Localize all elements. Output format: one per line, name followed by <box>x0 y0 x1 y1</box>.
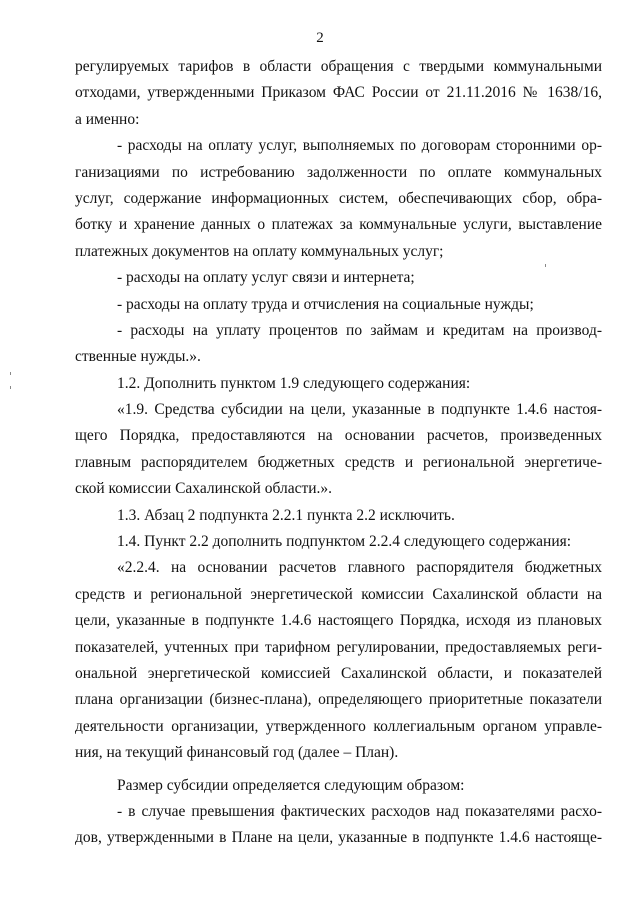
text-line: - расходы на оплату труда и отчисления на социальные нужды; <box>117 295 534 313</box>
text-line: средств и региональной энергетической комиссии Сахалинской области на <box>75 585 602 603</box>
text-line: «1.9. Средства субсидии на цели, указанные в подпункте 1.4.6 настоя- <box>117 401 602 419</box>
text-line: ственные нужды.». <box>75 348 201 366</box>
text-line: а именно: <box>75 110 140 128</box>
text-line: главным распорядителем бюджетных средств и региональной энергетиче- <box>75 453 602 471</box>
text-line: ональной энергетической комиссией Сахалинской области, и показателей <box>75 664 602 682</box>
text-line: регулируемых тарифов в области обращения с твердыми коммунальными <box>75 58 602 75</box>
text-line: цели, указанные в подпункте 1.4.6 настоящего Порядка, исходя из плановых <box>75 612 602 630</box>
scan-speck <box>10 372 11 375</box>
text-line: - расходы на оплату услуг связи и интернета; <box>117 269 415 287</box>
text-line: 1.4. Пункт 2.2 дополнить подпунктом 2.2.4 следующего содержания: <box>117 533 572 551</box>
text-line: услуг, содержание информационных систем, обеспечивающих сбор, обра- <box>75 189 602 207</box>
body-text <box>75 54 602 852</box>
text-line: ния, на текущий финансовый год (далее – План). <box>75 744 399 762</box>
text-line: показателей, учтенных при тарифном регулировании, предоставляемых реги- <box>75 638 602 656</box>
scan-speck <box>10 386 11 389</box>
text-line: ской комиссии Сахалинской области.». <box>75 480 333 498</box>
text-line: ботку и хранение данных о платежах за коммунальные услуги, выставление <box>75 216 602 234</box>
page-number: 2 <box>316 30 324 46</box>
text-line: - расходы на уплату процентов по займам и кредитам на производ- <box>117 321 602 339</box>
text-line: деятельности организации, утвержденного коллегиальным органом управле- <box>75 717 602 735</box>
text-line: плана организации (бизнес-плана), определяющего приоритетные показатели <box>75 691 602 709</box>
text-line: ганизациями по истребованию задолженности по оплате коммунальных <box>75 163 602 181</box>
text-line: дов, утвержденными в Плане на цели, указанные в подпункте 1.4.6 настояще- <box>75 829 602 847</box>
scan-speck <box>545 264 546 267</box>
text-line: - в случае превышения фактических расходов над показателями расхо- <box>117 802 602 820</box>
text-line: Размер субсидии определяется следующим образом: <box>117 776 465 794</box>
text-line: щего Порядка, предоставляются на основании расчетов, произведенных <box>75 427 602 445</box>
text-line: - расходы на оплату услуг, выполняемых по договорам сторонними ор- <box>117 137 602 155</box>
text-line: «2.2.4. на основании расчетов главного распорядителя бюджетных <box>117 559 602 577</box>
text-line: платежных документов на оплату коммунальных услуг; <box>75 242 444 260</box>
text-line: отходами, утвержденными Приказом ФАС России от 21.11.2016 № 1638/16, <box>75 84 602 102</box>
text-line: 1.2. Дополнить пунктом 1.9 следующего содержания: <box>117 374 471 392</box>
text-line: 1.3. Абзац 2 подпункта 2.2.1 пункта 2.2 исключить. <box>117 506 455 524</box>
